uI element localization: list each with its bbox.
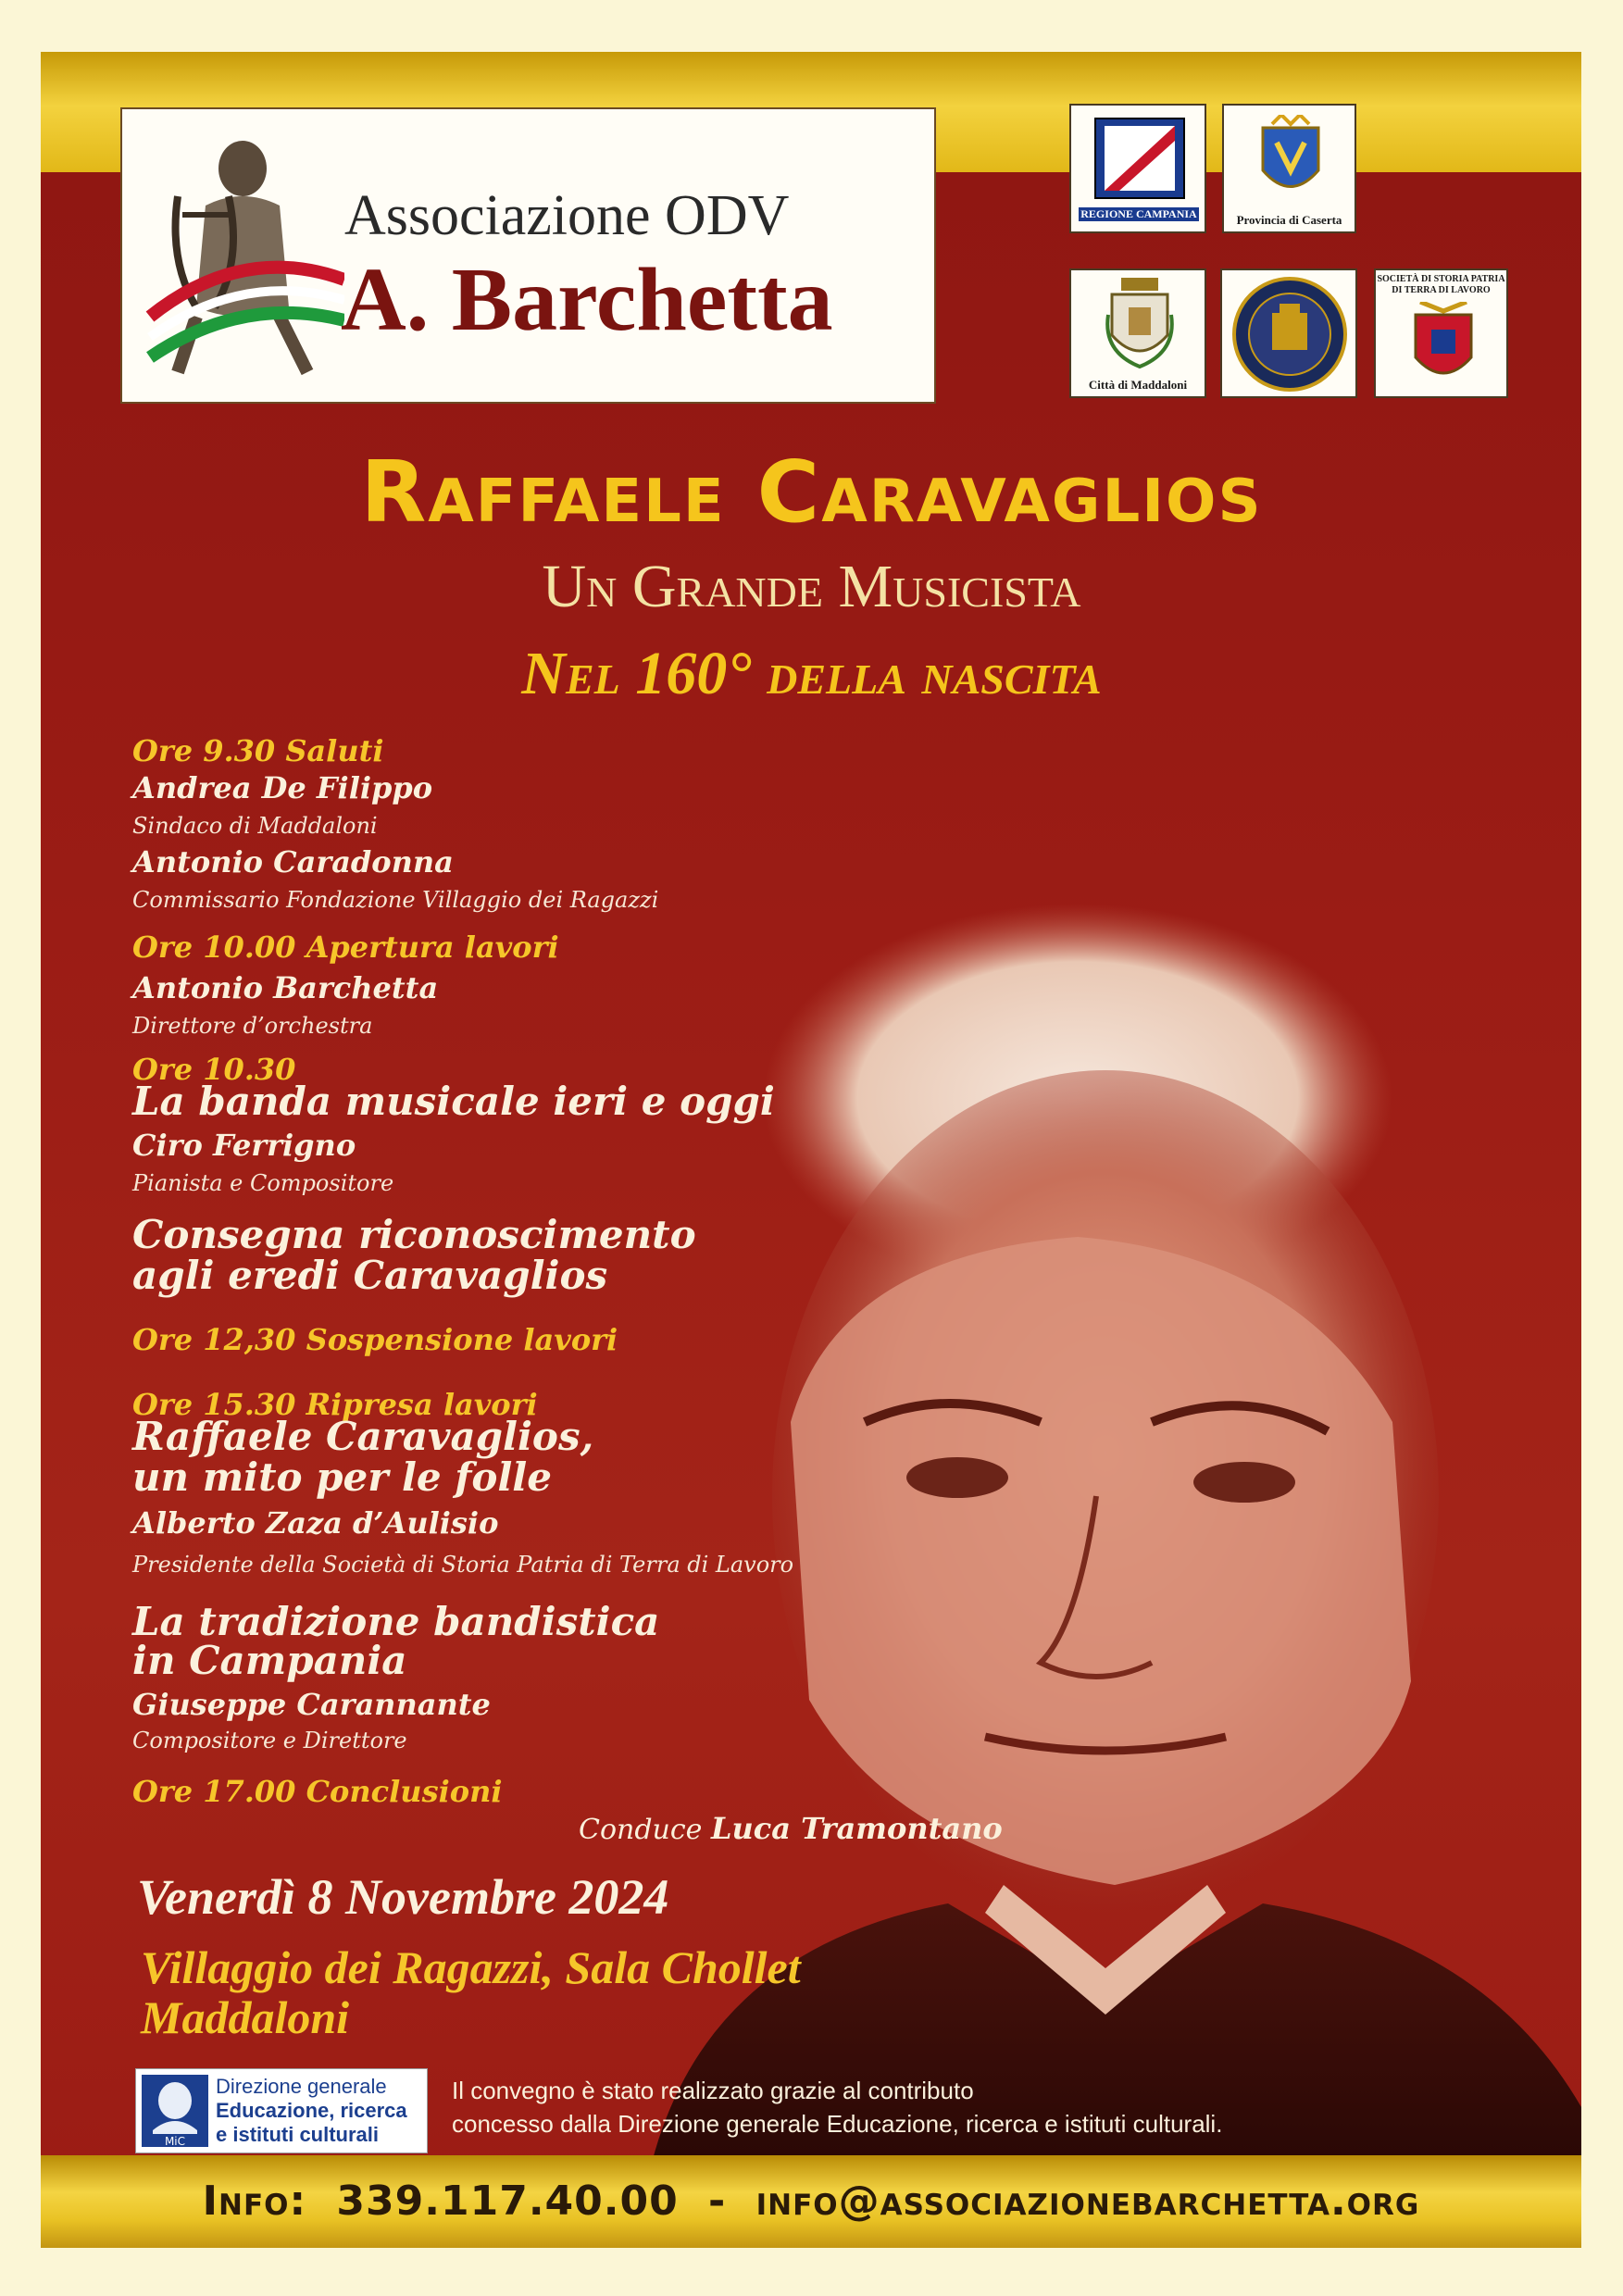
program-speaker: Andrea De Filippo xyxy=(132,770,433,805)
info-separator: - xyxy=(708,2177,727,2225)
program-time: Ore 15.30 Ripresa lavori xyxy=(132,1387,538,1422)
main-title: Raffaele Caravaglios xyxy=(360,443,1263,542)
program-time: Ore 12,30 Sospensione lavori xyxy=(132,1322,618,1357)
credit-line2: concesso dalla Direzione generale Educazione, ricerca e istituti culturali. xyxy=(452,2110,1223,2138)
ministry-text xyxy=(216,2075,407,2147)
societa-storia-patria-emblem xyxy=(1374,268,1508,398)
program-speaker: Alberto Zaza d’Aulisio xyxy=(132,1505,499,1541)
host-line xyxy=(579,1811,1003,1846)
ministry-line1: Direzione generale xyxy=(216,2075,387,2098)
provincia-caserta-emblem xyxy=(1222,104,1356,233)
venue-line1: Villaggio dei Ragazzi, Sala Chollet xyxy=(141,1941,801,1993)
lyre-player-logo-icon xyxy=(141,131,344,381)
association-name-line1: Associazione ODV xyxy=(344,184,790,247)
round-seal-icon xyxy=(1231,276,1348,393)
subtitle: Un Grande Musicista xyxy=(542,553,1081,620)
regione-campania-emblem xyxy=(1069,104,1206,233)
program-role: Presidente della Società di Storia Patria di Terra di Lavoro xyxy=(132,1552,794,1578)
program-speaker: Ciro Ferrigno xyxy=(132,1128,356,1163)
program-role: Compositore e Direttore xyxy=(132,1728,407,1753)
ministry-logo xyxy=(135,2068,428,2153)
program-role: Pianista e Compositore xyxy=(132,1170,394,1196)
program-time: Ore 10.00 Apertura lavori xyxy=(132,930,559,965)
info-phone[interactable]: 339.117.40.00 xyxy=(336,2177,679,2225)
info-email[interactable]: info@associazionebarchetta.org xyxy=(755,2177,1420,2225)
citta-maddaloni-label: Città di Maddaloni xyxy=(1088,378,1188,392)
program-topic: La banda musicale ieri e oggi xyxy=(132,1079,775,1124)
program-speaker: Antonio Barchetta xyxy=(132,970,439,1005)
program-topic: un mito per le folle xyxy=(132,1454,552,1500)
provincia-caserta-crest-icon xyxy=(1254,115,1328,207)
program-topic: in Campania xyxy=(132,1638,407,1683)
round-seal-emblem xyxy=(1220,268,1357,398)
citta-maddaloni-emblem xyxy=(1069,268,1206,398)
venue-line2: Maddaloni xyxy=(141,1991,350,2043)
event-date: Venerdì 8 Novembre 2024 xyxy=(137,1869,669,1925)
regione-campania-shield-icon xyxy=(1093,117,1186,200)
host-label: Conduce xyxy=(579,1814,703,1846)
association-logo-box xyxy=(120,107,936,404)
program-role: Commissario Fondazione Villaggio dei Ragazzi xyxy=(132,887,659,913)
program-speaker: Giuseppe Carannante xyxy=(132,1687,491,1722)
info-footer xyxy=(41,2155,1581,2248)
credit-line1: Il convegno è stato realizzato grazie al contributo xyxy=(452,2077,974,2104)
program-time: Ore 10.30 xyxy=(132,1052,296,1087)
program-topic: agli eredi Caravaglios xyxy=(132,1253,608,1298)
program-time: Ore 17.00 Conclusioni xyxy=(132,1774,503,1809)
program-topic: Raffaele Caravaglios, xyxy=(132,1414,594,1459)
societa-crest-icon xyxy=(1411,302,1476,391)
program-role: Direttore d’orchestra xyxy=(132,1013,373,1039)
ministry-line3: e istituti culturali xyxy=(216,2123,380,2146)
program-topic: Consegna riconoscimento xyxy=(132,1212,696,1257)
association-name-line2: A. Barchetta xyxy=(341,250,833,350)
program-speaker: Antonio Caradonna xyxy=(132,844,454,880)
program-time: Ore 9.30 Saluti xyxy=(132,733,384,768)
citta-maddaloni-crest-icon xyxy=(1103,278,1177,370)
societa-label-line1: SOCIETÀ DI STORIA PATRIA xyxy=(1377,274,1505,284)
host-name: Luca Tramontano xyxy=(710,1811,1003,1846)
ministry-acronym: MiC xyxy=(164,2135,186,2147)
ministry-bust-icon xyxy=(142,2075,208,2147)
regione-campania-label: REGIONE CAMPANIA xyxy=(1079,207,1199,221)
ministry-line2: Educazione, ricerca xyxy=(216,2099,407,2122)
societa-label-line2: DI TERRA DI LAVORO xyxy=(1392,285,1491,295)
funding-credit xyxy=(452,2074,1222,2140)
program-role: Sindaco di Maddaloni xyxy=(132,813,378,839)
provincia-caserta-label: Provincia di Caserta xyxy=(1236,213,1342,227)
info-label: Info: xyxy=(202,2177,307,2225)
anniversary-title: Nel 160° della nascita xyxy=(521,640,1102,707)
event-venue xyxy=(141,1942,801,2042)
program-topic: La tradizione bandistica xyxy=(132,1599,660,1644)
